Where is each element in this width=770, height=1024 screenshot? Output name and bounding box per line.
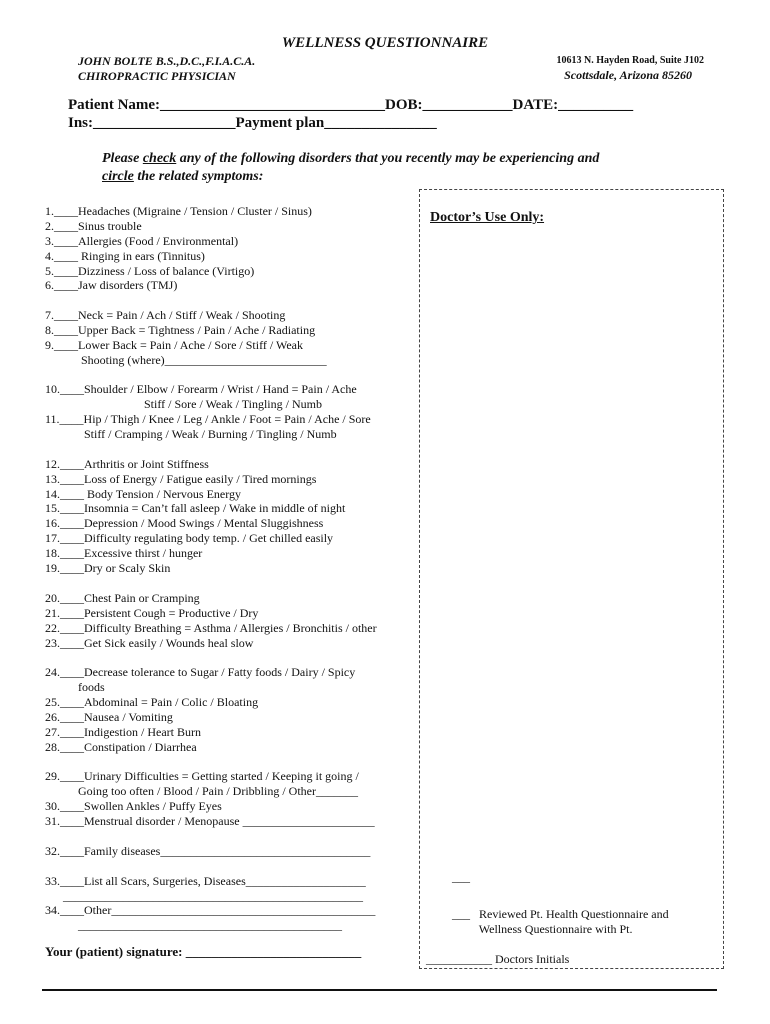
checklist-item[interactable]: 33.____List all Scars, Surgeries, Diseases____________________ <box>45 874 366 888</box>
checklist-item[interactable]: 6.____Jaw disorders (TMJ) <box>45 278 178 292</box>
checklist-item[interactable]: 24.____Decrease tolerance to Sugar / Fatty foods / Dairy / Spicy <box>45 665 356 679</box>
doctor-use-box <box>419 189 724 969</box>
address-street: 10613 N. Hayden Road, Suite J102 <box>556 55 704 66</box>
checklist-item[interactable]: 5.____Dizziness / Loss of balance (Virtigo) <box>45 264 255 278</box>
checklist-item-continuation[interactable]: foods <box>45 680 105 694</box>
review-checkline-continuation: Wellness Questionnaire with Pt. <box>452 922 633 936</box>
checklist-item[interactable]: 12.____Arthritis or Joint Stiffness <box>45 457 209 471</box>
checklist-item[interactable]: 28.____Constipation / Diarrhea <box>45 740 197 754</box>
checklist-item[interactable]: 1.____Headaches (Migraine / Tension / Cluster / Sinus) <box>45 204 312 218</box>
checklist-item-continuation[interactable]: Stiff / Cramping / Weak / Burning / Tingling / Numb <box>45 427 337 441</box>
checklist-item[interactable]: 7.____Neck = Pain / Ach / Stiff / Weak / Shooting <box>45 308 286 322</box>
doctor-title: CHIROPRACTIC PHYSICIAN <box>78 69 236 83</box>
checklist-item[interactable]: 32.____Family diseases___________________________________ <box>45 844 371 858</box>
checklist-item[interactable]: 29.____Urinary Difficulties = Getting started / Keeping it going / <box>45 769 359 783</box>
checklist-item[interactable]: 3.____Allergies (Food / Environmental) <box>45 234 239 248</box>
insurance-payment-fields[interactable]: Ins:___________________Payment plan_______________ <box>68 115 437 131</box>
doctors-initials-field[interactable]: ___________ Doctors Initials <box>426 952 570 966</box>
instruction-circle-word: circle <box>102 169 134 184</box>
checklist-item[interactable]: 15.____Insomnia = Can’t fall asleep / Wake in middle of night <box>45 501 346 515</box>
checklist-item[interactable]: 25.____Abdominal = Pain / Colic / Bloating <box>45 695 259 709</box>
checklist-item[interactable]: 19.____Dry or Scaly Skin <box>45 561 171 575</box>
instruction-line-1 <box>102 151 599 167</box>
doctor-name: JOHN BOLTE B.S.,D.C.,F.I.A.C.A. <box>78 54 256 68</box>
checklist-item[interactable]: 21.____Persistent Cough = Productive / Dry <box>45 606 259 620</box>
checklist-item[interactable]: 22.____Difficulty Breathing = Asthma / Allergies / Bronchitis / other <box>45 621 377 635</box>
checklist-item-continuation[interactable]: ____________________________________________ <box>45 918 342 932</box>
checklist-item[interactable]: 18.____Excessive thirst / hunger <box>45 546 203 560</box>
checklist-item-continuation[interactable]: Stiff / Sore / Weak / Tingling / Numb <box>45 397 322 411</box>
instruction-line-2 <box>102 169 263 185</box>
instruction-text: Please <box>102 151 143 166</box>
checklist-item[interactable]: 26.____Nausea / Vomiting <box>45 710 173 724</box>
checklist-item[interactable]: 23.____Get Sick easily / Wounds heal slow <box>45 636 254 650</box>
checklist-item[interactable]: 27.____Indigestion / Heart Burn <box>45 725 201 739</box>
instruction-check-word: check <box>142 151 177 166</box>
checklist-item[interactable]: 8.____Upper Back = Tightness / Pain / Ache / Radiating <box>45 323 316 337</box>
checklist-item[interactable]: 30.____Swollen Ankles / Puffy Eyes <box>45 799 222 813</box>
instruction-text: any of the following disorders that you recently may be experiencing and <box>176 151 600 166</box>
checklist-item[interactable]: 14.____ Body Tension / Nervous Energy <box>45 487 242 501</box>
form-title: WELLNESS QUESTIONNAIRE <box>281 35 489 51</box>
address-city: Scottsdale, Arizona 85260 <box>564 68 692 82</box>
bottom-divider <box>42 989 717 991</box>
review-checkline[interactable]: ___ Reviewed Pt. Health Questionnaire and <box>452 907 669 921</box>
patient-signature-field[interactable]: Your (patient) signature: ___________________________ <box>45 944 362 959</box>
instruction-text: the related symptoms: <box>133 169 264 184</box>
checklist-item-continuation[interactable]: Shooting (where)___________________________ <box>45 353 327 367</box>
checklist-item[interactable]: 13.____Loss of Energy / Fatigue easily / Tired mornings <box>45 472 317 486</box>
checklist-item-continuation[interactable]: __________________________________________________ <box>45 889 363 903</box>
doctor-use-heading: Doctor’s Use Only: <box>430 210 545 225</box>
checklist-item[interactable]: 11.____Hip / Thigh / Knee / Leg / Ankle / Foot = Pain / Ache / Sore <box>45 412 371 426</box>
checklist-item[interactable]: 4.____ Ringing in ears (Tinnitus) <box>45 249 205 263</box>
checklist-item[interactable]: 9.____Lower Back = Pain / Ache / Sore / Stiff / Weak <box>45 338 303 352</box>
review-blank[interactable]: ___ <box>452 870 470 884</box>
checklist-item-continuation[interactable]: Going too often / Blood / Pain / Dribbling / Other_______ <box>45 784 358 798</box>
checklist-item[interactable]: 34.____Other____________________________________________ <box>45 903 376 917</box>
checklist-item[interactable]: 16.____Depression / Mood Swings / Mental Sluggishness <box>45 516 324 530</box>
checklist-item[interactable]: 2.____Sinus trouble <box>45 219 142 233</box>
checklist-item[interactable]: 17.____Difficulty regulating body temp. / Get chilled easily <box>45 531 334 545</box>
checklist-item[interactable]: 31.____Menstrual disorder / Menopause ______________________ <box>45 814 375 828</box>
patient-name-dob-date-fields[interactable]: Patient Name:______________________________DOB:____________DATE:__________ <box>68 97 634 113</box>
checklist-item[interactable]: 20.____Chest Pain or Cramping <box>45 591 200 605</box>
checklist-item[interactable]: 10.____Shoulder / Elbow / Forearm / Wrist / Hand = Pain / Ache <box>45 382 357 396</box>
